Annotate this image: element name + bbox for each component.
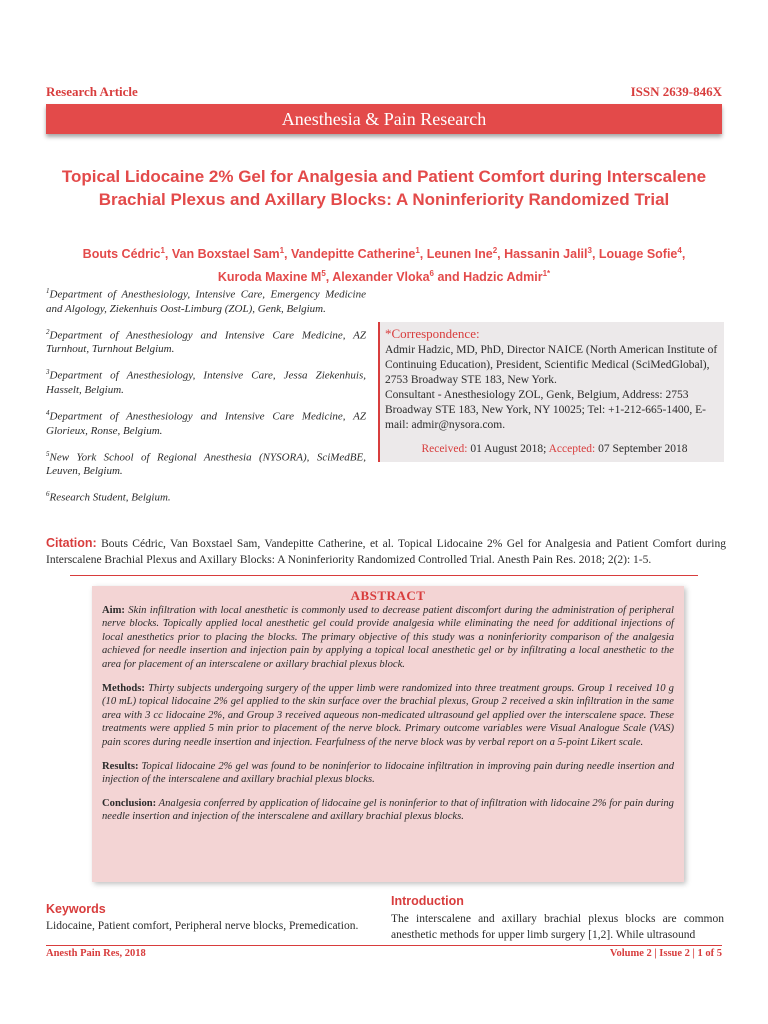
correspondence-body: Admir Hadzic, MD, PhD, Director NAICE (North American Institute of Continuing Education), President, Scientific Medical (SciMedGlobal), 2753 Broadway STE 183, New York. — [385, 344, 718, 386]
issn: ISSN 2639-846X — [630, 84, 722, 99]
correspondence-heading: *Correspondence: — [385, 326, 480, 341]
affiliation: $^3$Department of Anesthesiology, Intensive Care, Jessa Ziekenhuis, Hasselt, Belgium. — [46, 368, 366, 396]
citation-text: Bouts Cédric, Van Boxstael Sam, Vandepitte Catherine, et al. Topical Lidocaine 2% Gel for Analgesia and Patient Comfort during Interscalene Brachial Plexus and Axillary Blocks: A Noninferiority Randomized Controlled Trial. Anesth Pain Res. 2018; 2(2): 1-5. — [46, 538, 727, 566]
keywords-heading: Keywords — [46, 902, 106, 916]
article-type: Research Article — [46, 84, 138, 99]
accepted-label: Accepted: — [548, 443, 596, 455]
abstract-aim: Aim: Skin infiltration with local anesthetic is commonly used to decrease patient discomfort during the administration of peripheral nerve blocks. Topically applied local anesthetic gel could provide analgesia while eliminating the need for additional injections of local anesthetics prior to placing the blocks. The primary objective of this study was a noninferiority comparison of the analgesia achieved for needle insertion and injection pain by applying a topical local anesthetic gel or by infiltrating a local anesthetic to the area for placement of an interscalene or axillary brachial plexus block. — [102, 604, 674, 670]
citation-label: Citation: — [46, 536, 97, 550]
footer-pages: Volume 2 | Issue 2 | 1 of 5 — [609, 948, 722, 959]
top-line — [46, 84, 722, 102]
received-date: 01 August 2018; — [470, 443, 547, 455]
introduction-text: The interscalene and axillary brachial plexus blocks are common anesthetic methods for upper limb surgery [1,2]. While ultrasound — [391, 913, 724, 941]
author-list — [40, 241, 728, 287]
author: Alexander Vloka$^6$ and — [332, 269, 464, 285]
abstract-box — [92, 586, 684, 882]
author: Louage Sofie$^4$, — [598, 246, 686, 262]
author: Vandepitte Catherine$^1$, — [290, 246, 427, 262]
introduction-heading: Introduction — [391, 894, 464, 908]
footer-journal: Anesth Pain Res, 2018 — [46, 948, 146, 959]
affiliation: $^1$Department of Anesthesiology, Intensive Care, Emergency Medicine and Algology, Ziekenhuis Oost-Limburg (ZOL), Genk, Belgium. — [46, 287, 366, 315]
footer-rule — [46, 945, 722, 946]
author: Bouts Cédric$^1$, — [82, 246, 172, 262]
abstract-results: Results: Topical lidocaine 2% gel was found to be noninferior to lidocaine infiltration in improving pain during needle insertion and injection of the interscalene and axillary brachial plexus blocks. — [102, 760, 674, 786]
author: Hassanin Jalil$^3$, — [504, 246, 599, 262]
journal-banner: Anesthesia & Pain Research — [46, 104, 722, 134]
affiliations — [46, 284, 366, 514]
affiliation: $^2$Department of Anesthesiology and Intensive Care Medicine, AZ Turnhout, Turnhout Belgium. — [46, 327, 366, 356]
correspondence-box — [378, 322, 724, 462]
affiliation: $^6$Research Student, Belgium. — [46, 490, 171, 504]
keywords-text: Lidocaine, Patient comfort, Peripheral nerve blocks, Premedication. — [46, 920, 359, 932]
affiliation: $^4$Department of Anesthesiology and Intensive Care Medicine, AZ Glorieux, Ronse, Belgium. — [46, 408, 366, 437]
author: Hadzic Admir$^{1*}$ — [463, 269, 551, 285]
abstract-conclusion: Conclusion: Analgesia conferred by application of lidocaine gel is noninferior to that of infiltration with lidocaine 2% for pain during needle insertion and injection of the interscalene and axillary brachial plexus blocks. — [102, 797, 674, 823]
abstract-methods: Methods: Thirty subjects undergoing surgery of the upper limb were randomized into three treatment groups. Group 1 received 10 g (10 mL) topical lidocaine 2% gel applied to the skin surface over the brachial plexus, Group 2 received a skin infiltration in the same area with 3 cc lidocaine 2%, and Group 3 received aqueous non-medicated ultrasound gel applied over the interscalene space. These treatments were applied 5 min prior to placement of the nerve block. Primary outcome variables were Visual Analogue Scale (VAS) pain scores during needle insertion and injection. Fearfulness of the nerve block was by verbal report on a 5-point Likert scale. — [102, 682, 674, 748]
received-label: Received: — [421, 443, 468, 455]
author: Van Boxstael Sam$^1$, — [171, 246, 291, 262]
divider — [70, 575, 698, 576]
accepted-date: 07 September 2018 — [598, 443, 688, 455]
dates — [385, 442, 724, 457]
paper-title: Topical Lidocaine 2% Gel for Analgesia and Patient Comfort during Interscalene Brachial Plexus and Axillary Blocks: A Noninferiority Randomized Trial — [61, 167, 707, 209]
footer — [46, 948, 722, 964]
author: Leunen Ine$^2$, — [426, 246, 505, 262]
correspondence-consultant: Consultant - Anesthesiology ZOL, Genk, Belgium, Address: 2753 Broadway STE 183, New York, NY 10025; Tel: +1-212-665-1400, E-mail: admir@nysora.com. — [385, 389, 706, 431]
citation — [46, 535, 726, 568]
abstract-heading: ABSTRACT — [350, 588, 426, 603]
affiliation: $^5$New York School of Regional Anesthesia (NYSORA), SciMedBE, Leuven, Belgium. — [46, 449, 366, 478]
author: Kuroda Maxine $M^5$, — [217, 269, 333, 285]
